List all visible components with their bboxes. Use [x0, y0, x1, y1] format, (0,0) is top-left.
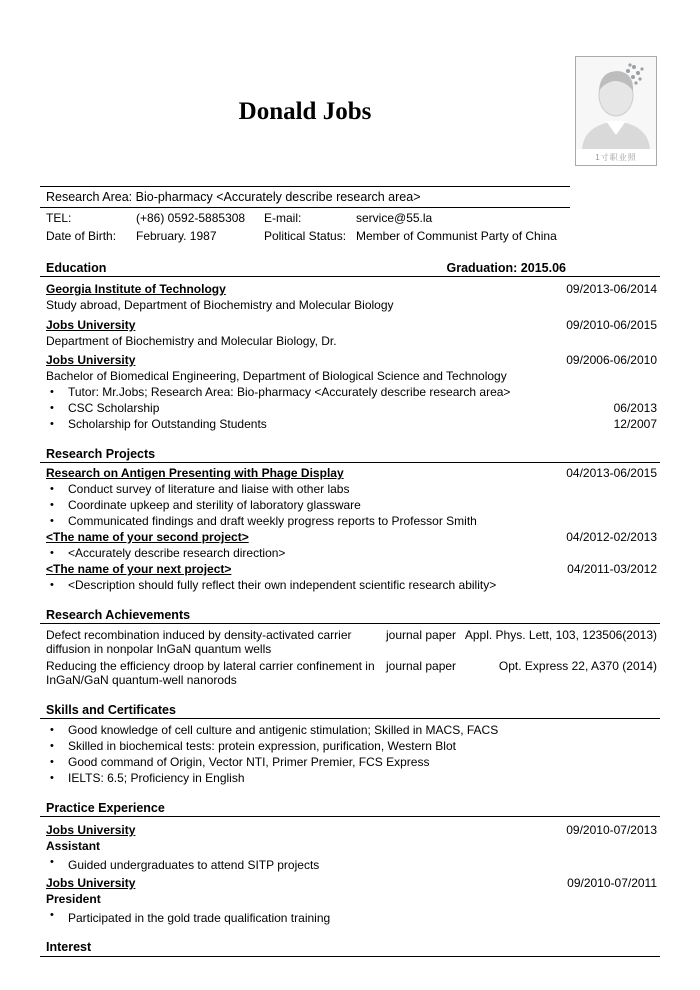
education-bullet: CSC Scholarship	[68, 401, 160, 415]
projects-divider	[40, 462, 660, 463]
education-bullet: Tutor: Mr.Jobs; Research Area: Bio-pharmacy <Accurately describe research area>	[68, 385, 511, 399]
project-name: Research on Antigen Presenting with Phage Display	[46, 466, 344, 480]
project-bullet: <Accurately describe research direction>	[68, 546, 286, 560]
bullet-icon: •	[50, 740, 54, 752]
project-bullet: Conduct survey of literature and liaise with other labs	[68, 482, 350, 496]
bullet-icon: •	[50, 499, 54, 511]
skill-item: Skilled in biochemical tests: protein expression, purification, Western Blot	[68, 739, 456, 753]
achievement-title-line: Reducing the efficiency droop by lateral carrier confinement in	[46, 659, 375, 673]
education-divider	[40, 276, 660, 277]
bullet-icon: •	[50, 483, 54, 495]
practice-heading: Practice Experience	[46, 801, 165, 815]
achievements-divider	[40, 623, 660, 624]
page-title: Donald Jobs	[238, 98, 372, 125]
practice-bullet: Guided undergraduates to attend SITP projects	[68, 858, 320, 872]
research-area-divider	[40, 207, 570, 208]
profile-photo	[575, 56, 657, 166]
interest-heading: Interest	[46, 940, 92, 954]
skills-heading: Skills and Certificates	[46, 703, 176, 717]
bullet-icon: •	[50, 402, 54, 414]
project-name: <The name of your second project>	[46, 530, 249, 544]
practice-org: Jobs University	[46, 823, 136, 837]
education-bullet-date: 06/2013	[613, 401, 657, 415]
bullet-icon: •	[50, 418, 54, 430]
practice-date: 09/2010-07/2013	[566, 823, 657, 837]
project-bullet: <Description should fully reflect their own independent scientific research ability>	[68, 578, 497, 592]
achievement-title-line: InGaN/GaN quantum-well nanorods	[46, 673, 237, 687]
education-school: Jobs University	[46, 318, 136, 332]
bullet-icon: •	[50, 856, 54, 868]
research-area: Research Area: Bio-pharmacy <Accurately describe research area>	[46, 190, 421, 204]
project-bullet: Coordinate upkeep and sterility of laboratory glassware	[68, 498, 361, 512]
email-label: E-mail:	[264, 211, 302, 225]
practice-divider	[40, 816, 660, 817]
bullet-icon: •	[50, 579, 54, 591]
interest-divider	[40, 956, 660, 957]
project-date: 04/2012-02/2013	[566, 530, 657, 544]
bullet-icon: •	[50, 515, 54, 527]
email-value: service@55.la	[356, 211, 433, 225]
project-date: 04/2011-03/2012	[567, 562, 657, 576]
political-value: Member of Communist Party of China	[356, 229, 557, 243]
education-detail: Bachelor of Biomedical Engineering, Department of Biological Science and Technology	[46, 369, 507, 383]
bullet-icon: •	[50, 547, 54, 559]
skill-item: Good command of Origin, Vector NTI, Primer Premier, FCS Express	[68, 755, 430, 769]
achievement-title-line: diffusion in nonpolar InGaN quantum wells	[46, 642, 272, 656]
bullet-icon: •	[50, 772, 54, 784]
political-label: Political Status:	[264, 229, 347, 243]
dob-label: Date of Birth:	[46, 229, 117, 243]
achievement-title	[46, 659, 375, 687]
skill-item: IELTS: 6.5; Proficiency in English	[68, 771, 245, 785]
achievement-ref: Appl. Phys. Lett, 103, 123506(2013)	[464, 628, 657, 642]
achievement-title	[46, 628, 351, 656]
education-heading: Education	[46, 261, 107, 275]
project-name: <The name of your next project>	[46, 562, 232, 576]
bullet-icon: •	[50, 756, 54, 768]
education-detail: Department of Biochemistry and Molecular Biology, Dr.	[46, 334, 337, 348]
achievement-type: journal paper	[386, 659, 457, 673]
education-bullet: Scholarship for Outstanding Students	[68, 417, 267, 431]
tel-value: (+86) 0592-5885308	[136, 211, 246, 225]
practice-role: Assistant	[46, 839, 101, 853]
education-school: Jobs University	[46, 353, 136, 367]
practice-role: President	[46, 892, 101, 906]
education-date: 09/2013-06/2014	[566, 282, 657, 296]
education-bullet-date: 12/2007	[613, 417, 657, 431]
skills-divider	[40, 718, 660, 719]
bullet-icon: •	[50, 909, 54, 921]
education-date: 09/2010-06/2015	[566, 318, 657, 332]
skill-item: Good knowledge of cell culture and antigenic stimulation; Skilled in MACS, FACS	[68, 723, 499, 737]
project-date: 04/2013-06/2015	[566, 466, 657, 480]
bullet-icon: •	[50, 386, 54, 398]
achievement-ref: Opt. Express 22, A370 (2014)	[498, 659, 657, 673]
achievement-title-line: Defect recombination induced by density-activated carrier	[46, 628, 352, 642]
top-divider	[40, 186, 570, 187]
tel-label: TEL:	[46, 211, 72, 225]
education-date: 09/2006-06/2010	[566, 353, 657, 367]
practice-org: Jobs University	[46, 876, 136, 890]
practice-bullet: Participated in the gold trade qualification training	[68, 911, 331, 925]
education-detail: Study abroad, Department of Biochemistry and Molecular Biology	[46, 298, 394, 312]
avatar-icon	[576, 57, 656, 149]
practice-date: 09/2010-07/2011	[567, 876, 657, 890]
bullet-icon: •	[50, 724, 54, 736]
projects-heading: Research Projects	[46, 447, 156, 461]
project-bullet: Communicated findings and draft weekly progress reports to Professor Smith	[68, 514, 477, 528]
achievements-heading: Research Achievements	[46, 608, 191, 622]
graduation-date: Graduation: 2015.06	[446, 261, 566, 275]
achievement-type: journal paper	[386, 628, 457, 642]
education-school: Georgia Institute of Technology	[46, 282, 226, 296]
dob-value: February. 1987	[136, 229, 217, 243]
photo-caption: 1寸职业照	[595, 153, 637, 162]
